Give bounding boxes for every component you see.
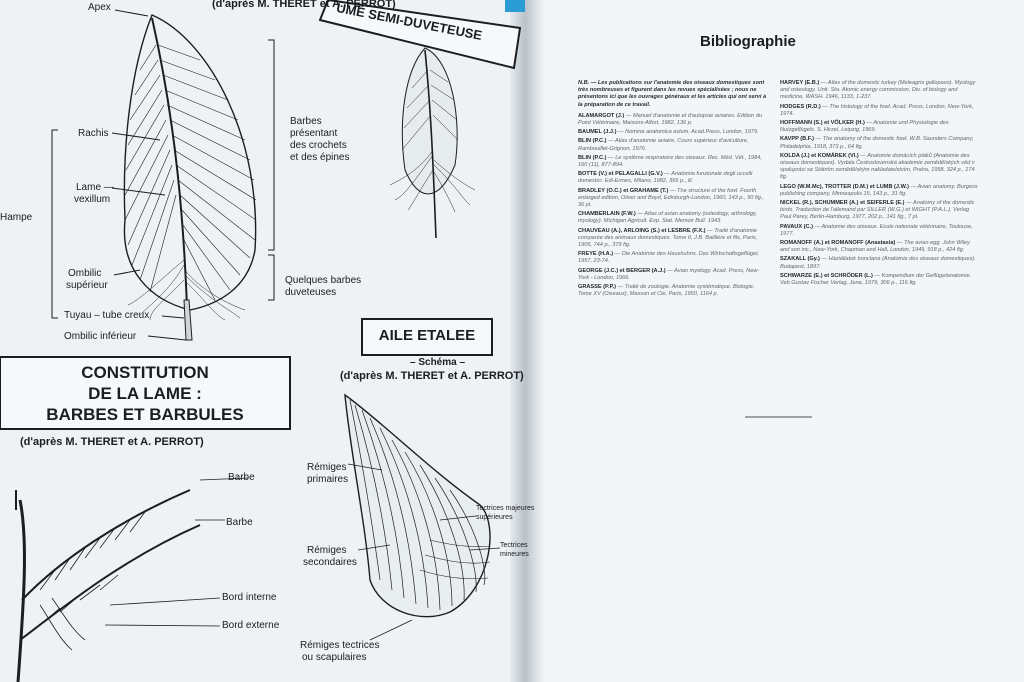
bibliography-entry bbox=[780, 153, 980, 182]
entry-text: — Anatomie des oiseaux. Ecole nationale vétérinaire, Toulouse, 1977. bbox=[780, 223, 973, 237]
bibliography-entry bbox=[780, 184, 980, 198]
entry-author: FREYE (H.A.) bbox=[578, 251, 615, 258]
entry-author: GEORGE (J.C.) et BERGER (A.J.) bbox=[578, 267, 668, 274]
aile-schema: – Schéma – bbox=[410, 357, 466, 368]
constitution-line-2: DE LA LAME : bbox=[88, 384, 202, 403]
bibliography-column-2 bbox=[780, 80, 980, 289]
entry-author: HODGES (R.D.) bbox=[780, 103, 823, 110]
label-tectrices-maj-2: supérieures bbox=[476, 514, 513, 521]
aile-title: AILE ETALEE bbox=[378, 327, 476, 344]
label-hampe: Hampe bbox=[0, 212, 33, 223]
entry-text: — Manuel d'anatomie et d'autopsie aviaires. Edition du Point Vétérinaire, Maisons-Alfort, 1982, 136 p. bbox=[578, 112, 763, 127]
entry-author: NICKEL (R.), SCHUMMER (A.) et SEIFERLE (E.) bbox=[780, 200, 907, 207]
bibliography-entry bbox=[578, 171, 768, 185]
bibliography-entry bbox=[780, 136, 980, 150]
entry-text: — Kompendium der Geflügelanatomie. Veb Gustav Fischer Verlag, Jena, 1979, 306 p., 116 fig. bbox=[780, 272, 972, 287]
entry-text: — Anatomy of the domestic birds. Traduction de l'allemand par SILLER (W.G.) et WIGHT (P.A.L.). Verlag Paul Parey, Berlin-Hamburg, 1977, 202 p., 141 fig., 7 pl. bbox=[780, 200, 975, 221]
entry-author: GRASSE (P.P.) bbox=[578, 284, 618, 291]
bibliography-entry bbox=[578, 211, 768, 225]
contour-feather-drawing bbox=[124, 15, 256, 340]
entry-text: — Avian myology. Acad. Press, New-York - London, 1966. bbox=[578, 267, 760, 281]
label-apex: Apex bbox=[88, 2, 111, 13]
label-bord-interne: Bord interne bbox=[222, 592, 277, 603]
label-remiges-sec-2: secondaires bbox=[303, 557, 357, 568]
entry-text: — Traité de zoologie. Anatomie systématique. Biologie. Tome XV (Oiseaux), Masson et Cie, Paris, 1950, 1164 p. bbox=[578, 284, 755, 298]
label-tectrices-min-2: mineures bbox=[500, 551, 529, 558]
constitution-line-3: BARBES ET BARBULES bbox=[46, 405, 244, 424]
label-bord-externe: Bord externe bbox=[222, 620, 280, 631]
entry-text: — The anatomy of the domestic fowl. W.B. Saunders Company, Philadelphia, 1918, 373 p., 64 fig. bbox=[780, 136, 974, 150]
label-rachis: Rachis bbox=[78, 128, 109, 139]
label-barbes-4: et des épines bbox=[290, 152, 350, 163]
label-quelques-1: Quelques barbes bbox=[285, 275, 362, 286]
label-vexillum: vexillum bbox=[74, 194, 111, 205]
constitution-line-1: CONSTITUTION bbox=[81, 363, 209, 382]
entry-author: KAVPP (B.F.) bbox=[780, 136, 816, 143]
bibliography-entry bbox=[780, 120, 980, 134]
entry-author: LEGO (W.M.Mc), TROTTER (D.M.) et LUMB (J.W.) bbox=[780, 183, 911, 190]
entry-text: — Anatomie domácích ptáků (Anatomie des oiseaux domestiques). Vydala Československá akademie zemědělských věd v spolupráci se Státním zemědělským nakladatelstvím, Praha, 1958, 324 p., 174 fig. bbox=[780, 152, 975, 181]
label-barbe-1: Barbe bbox=[228, 472, 255, 483]
bibliography-entry bbox=[578, 129, 768, 136]
label-ombilic-inf: Ombilic inférieur bbox=[64, 331, 137, 342]
entry-text: — The structure of the fowl. Fourth enlarged edition, Oliver and Boyd, Edinburgh-London, 1960, 143 p., 90 fig., 36 pl. bbox=[578, 187, 764, 209]
bibliography-entry bbox=[578, 251, 768, 265]
entry-text: — Nomina anatomica avium. Acad.Press, London, 1979. bbox=[618, 129, 759, 136]
header-banner: UME SEMI-DUVETEUSE bbox=[335, 0, 484, 43]
label-barbes-2: présentant bbox=[290, 128, 338, 139]
bibliography-entry bbox=[578, 268, 768, 282]
bibliography-entry bbox=[780, 80, 980, 102]
entry-text: — Die Anatomie des Haushuhns. Das Wirtschaftsgeflügel, 1957, 23-74. bbox=[578, 251, 759, 265]
barb-diagram-drawing bbox=[16, 478, 248, 682]
label-quelques-2: duveteuses bbox=[285, 287, 337, 298]
entry-author: BLIN (P.C.) bbox=[578, 138, 609, 145]
bibliography-entry bbox=[780, 224, 980, 238]
entry-text: — Atlas d'anatomie aviaire. Cours supérieur d'aviculture, Rambouillet-Grignon, 1976. bbox=[578, 138, 749, 152]
bibliography-entry bbox=[578, 228, 768, 250]
entry-text: — Le système respiratoire des oiseaux. Rec. Méd. Vét., 1984, 160 (11), 877-894. bbox=[578, 154, 762, 169]
entry-author: HOFFMANN (S.) et VÖLKER (H.) bbox=[780, 120, 867, 127]
entry-text: — Anatomia funzionale degli uccelli domestici. Edi-Ermes, Milano, 1982, 365 p., ill. bbox=[578, 171, 753, 185]
label-remiges-tect-1: Rémiges tectrices bbox=[300, 640, 380, 651]
bibliography-entry bbox=[578, 284, 768, 298]
bibliography-entry bbox=[780, 104, 980, 118]
entry-author: BOTTE (V.) et PELAGALLI (G.V.) bbox=[578, 171, 665, 178]
label-barbe-2: Barbe bbox=[226, 517, 253, 528]
entry-author: SZAKALL (Gy.) bbox=[780, 256, 822, 263]
entry-text: — Atlas of avian anatomy (osteology, arthrology, myology). Michigan Agricult. Exp. Stat. Memoir Bull. 1943. bbox=[578, 211, 757, 225]
bibliography-note: N.B. — Les publications sur l'anatomie des oiseaux domestiques sont très nombreuses et figurent dans les revues spécialisées ; nous ne présentons ici que les ouvrages généraux et les articles qui ont servi à la préparation de ce travail. bbox=[578, 80, 767, 108]
bibliography-title: Bibliographie bbox=[700, 33, 796, 50]
entry-author: BRADLEY (O.C.) et GRAHAME (T.) bbox=[578, 187, 670, 194]
entry-author: SCHWARZE (E.) et SCHRÖDER (L.) bbox=[780, 272, 875, 279]
label-barbes-3: des crochets bbox=[290, 140, 347, 151]
label-remiges-prim-2: primaires bbox=[307, 474, 349, 485]
bibliography-entry bbox=[578, 113, 768, 127]
entry-text: — Háziállatok bonctana (Anatomie des oiseaux domestiques). Budapest, 1897. bbox=[780, 256, 976, 270]
bibliography-entry bbox=[780, 240, 980, 254]
label-ombilic-sup-1: Ombilic bbox=[68, 268, 102, 279]
bibliography-entry bbox=[578, 138, 768, 152]
header-credit: (d'après M. THERET et A. PERROT) bbox=[212, 0, 396, 10]
label-remiges-prim-1: Rémiges bbox=[307, 462, 347, 473]
entry-text: — The histology of the fowl. Acad. Press, London, New-York, 1974. bbox=[780, 103, 974, 117]
semi-down-feather-drawing bbox=[390, 48, 475, 238]
entry-author: ROMANOFF (A.) et ROMANOFF (Anastasia) bbox=[780, 240, 897, 247]
bibliography-column-1 bbox=[578, 80, 768, 300]
entry-author: PAVAUX (C.) bbox=[780, 223, 815, 230]
label-ombilic-sup-2: supérieur bbox=[66, 280, 108, 291]
entry-author: CHAUVEAU (A.), ARLOING (S.) et LESBRE (F.X.) bbox=[578, 227, 708, 234]
entry-author: CHAMBERLAIN (F.W.) bbox=[578, 211, 638, 218]
label-tectrices-min-1: Tectrices bbox=[500, 542, 528, 549]
entry-text: — Anatomie und Physiologie des Nutzgeflügels. S. Hirzel, Leipzig, 1969. bbox=[780, 120, 949, 134]
aile-credit: (d'après M. THERET et A. PERROT) bbox=[340, 370, 524, 382]
label-remiges-sec-1: Rémiges bbox=[307, 545, 347, 556]
entry-author: HARVEY (E.B.) bbox=[780, 80, 821, 86]
constitution-title bbox=[0, 362, 290, 425]
entry-author: KOLDA (J.) et KOMÁREK (Vl.) bbox=[780, 152, 861, 159]
entry-text: — Traité d'anatomie comparée des animaux domestiques. Tome II, J.B. Baillière et fils, Paris, 1905, 744 p., 379 fig. bbox=[578, 227, 758, 249]
entry-text: — Avian anatomy. Burgess publishing company, Minneapolis 15, 143 p., 31 fig. bbox=[780, 183, 978, 197]
bibliography-entry bbox=[780, 200, 980, 222]
bibliography-entry bbox=[780, 256, 980, 270]
constitution-credit: (d'après M. THERET et A. PERROT) bbox=[20, 436, 204, 448]
bibliography-entry bbox=[578, 188, 768, 210]
entry-author: BAUMEL (J.J.) bbox=[578, 129, 618, 136]
label-tectrices-maj-1: Tectrices majeures bbox=[476, 505, 535, 512]
bibliography-entry bbox=[780, 273, 980, 287]
label-tuyau: Tuyau – tube creux bbox=[64, 310, 150, 321]
entry-text: — The avian egg. John Wiley and son inc., New-York, Chapman and Hall, London, 1949, 918 p., 424 fig. bbox=[780, 240, 970, 254]
label-barbes-1: Barbes bbox=[290, 116, 322, 127]
bibliography-entry bbox=[578, 155, 768, 169]
entry-author: BLIN (P.C.) bbox=[578, 154, 609, 161]
entry-text: — Atlas of the domestic turkey (Meleagris gallopavo). Myology and osteology. Unit. Sta. Atomic energy commission, Div. of biology and medicine, WASH. 1946, 1133, 1-237. bbox=[780, 80, 976, 101]
label-remiges-tect-2: ou scapulaires bbox=[302, 652, 367, 663]
entry-author: ALAMARGOT (J.) bbox=[578, 112, 626, 119]
label-lame: Lame — bbox=[76, 182, 114, 193]
